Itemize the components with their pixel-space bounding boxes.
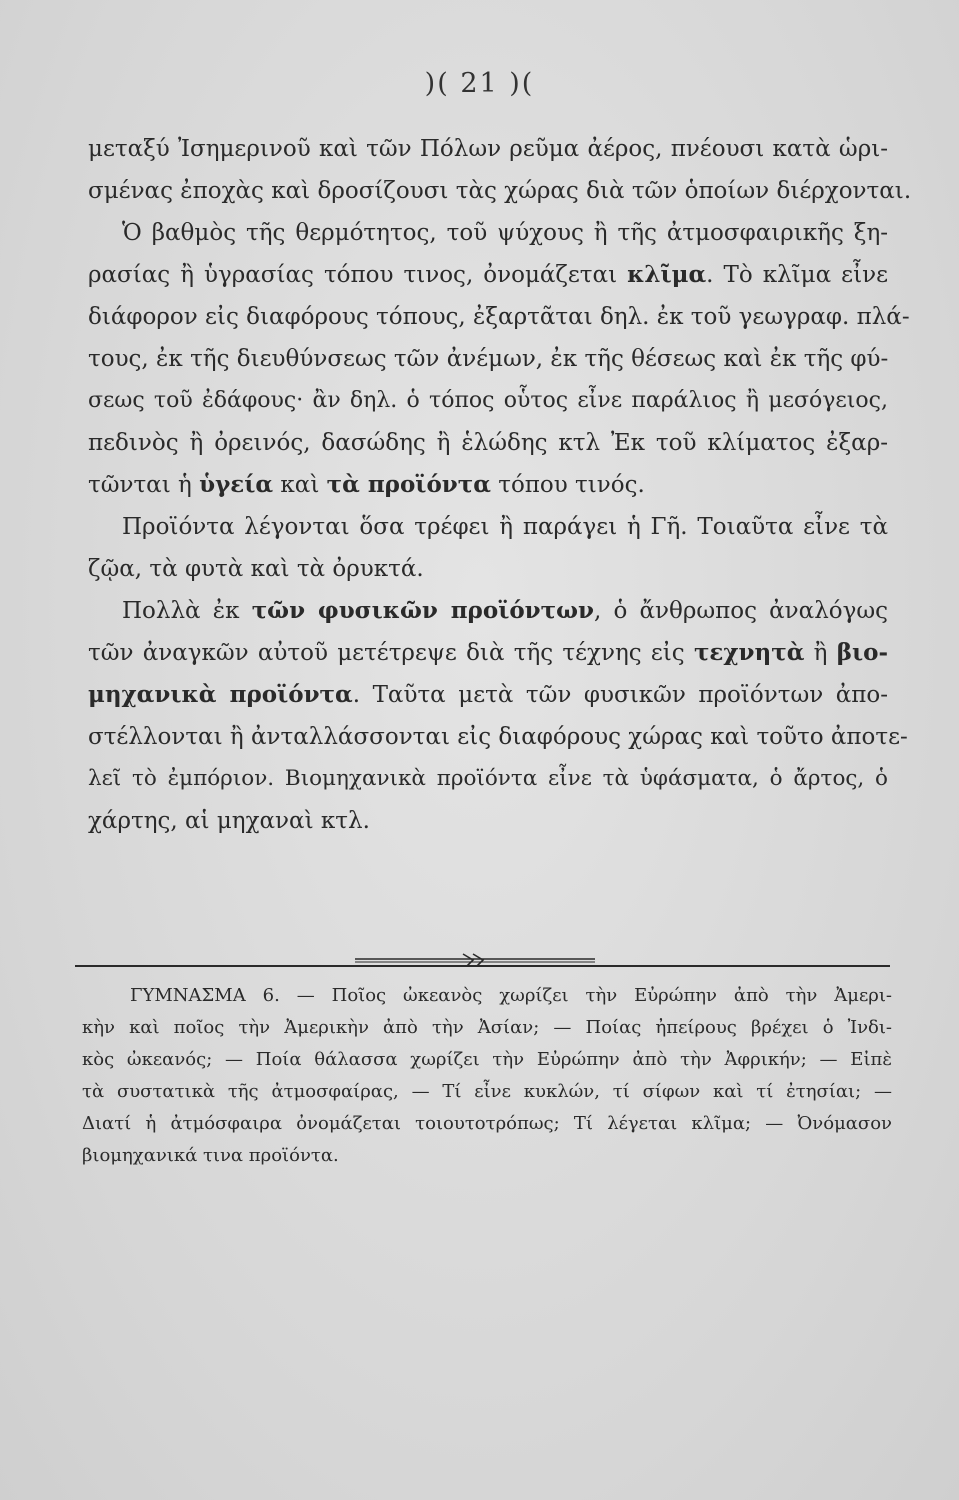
- text-line: [88, 254, 888, 296]
- text-segment: ἢ: [813, 640, 828, 666]
- main-text: [88, 128, 912, 842]
- text-line: σμένας ἐποχὰς καὶ δροσίζουσι τὰς χώρας διὰ τῶν ὁποίων διέρχονται.: [88, 178, 912, 204]
- text-line: πεδινὸς ἢ ὀρεινός, δασώδης ἢ ἑλώδης κτλ Ἐκ τοῦ κλίματος ἐξαρ-: [88, 430, 888, 456]
- term-klima: κλῖμα: [627, 261, 707, 288]
- text-line: [88, 590, 888, 632]
- text-line: λεῖ τὸ ἐμπόριον. Βιομηχανικὰ προϊόντα εἶνε τὰ ὑφάσματα, ὁ ἄρτος, ὁ: [88, 766, 888, 791]
- text-line: ζῷα, τὰ φυτὰ καὶ τὰ ὀρυκτά.: [88, 556, 424, 582]
- text-segment: τῶνται ἡ: [88, 472, 192, 498]
- text-line: χάρτης, αἱ μηχαναὶ κτλ.: [88, 808, 370, 834]
- exercise-text: [82, 980, 892, 1172]
- exercise-line: τὰ συστατικὰ τῆς ἀτμοσφαίρας, — Τί εἶνε κυκλών, τί σίφων καὶ τί ἐτησίαι; —: [82, 1081, 892, 1102]
- text-line: [88, 464, 888, 506]
- text-segment: Πολλὰ ἐκ: [122, 598, 240, 624]
- text-line: [88, 674, 888, 716]
- text-line: μεταξύ Ἰσημερινοῦ καὶ τῶν Πόλων ρεῦμα ἀέρος, πνέουσι κατὰ ὡρι-: [88, 136, 888, 162]
- text-line: Ὁ βαθμὸς τῆς θερμότητος, τοῦ ψύχους ἢ τῆς ἀτμοσφαιρικῆς ξη-: [122, 220, 888, 246]
- term-proionta: τὰ προϊόντα: [326, 471, 491, 498]
- text-line: στέλλονται ἢ ἀνταλλάσσονται εἰς διαφόρους χώρας καὶ τοῦτο ἀποτε-: [88, 724, 908, 750]
- text-segment: τόπου τινός.: [498, 472, 645, 498]
- text-line: σεως τοῦ ἐδάφους· ἂν δηλ. ὁ τόπος οὗτος εἶνε παράλιος ἢ μεσόγειος,: [88, 388, 888, 413]
- text-segment: τῶν ἀναγκῶν αὐτοῦ μετέτρεψε διὰ τῆς τέχνης εἰς: [88, 640, 685, 666]
- term-biomichanika: μηχανικὰ προϊόντα: [88, 681, 353, 708]
- text-segment: ρασίας ἢ ὑγρασίας τόπου τινος, ὀνομάζεται: [88, 262, 618, 288]
- text-line: [88, 632, 888, 674]
- text-line: διάφορον εἰς διαφόρους τόπους, ἐξαρτᾶται δηλ. ἐκ τοῦ γεωγραφ. πλά-: [88, 304, 910, 330]
- term-ygeia: ὑγεία: [199, 471, 274, 498]
- text-line: Προϊόντα λέγονται ὅσα τρέφει ἢ παράγει ἡ Γῆ. Τοιαῦτα εἶνε τὰ: [122, 514, 888, 540]
- term-bio: βιο-: [836, 639, 889, 666]
- exercise-line: κὴν καὶ ποῖος τὴν Ἀμερικὴν ἀπὸ τὴν Ἀσίαν; — Ποίας ἠπείρους βρέχει ὁ Ἰνδι-: [82, 1017, 892, 1038]
- text-segment: , ὁ ἄνθρωπος ἀναλόγως: [593, 598, 888, 624]
- text-segment: . Τὸ κλῖμα εἶνε: [706, 262, 889, 288]
- text-segment: . Ταῦτα μετὰ τῶν φυσικῶν προϊόντων ἀπο-: [352, 682, 888, 708]
- exercise-rule: [75, 965, 890, 967]
- exercise-line: Διατί ἡ ἀτμόσφαιρα ὀνομάζεται τοιουτοτρόπως; Τί λέγεται κλῖμα; — Ὀνόμασον: [82, 1113, 892, 1134]
- text-segment: καὶ: [280, 472, 320, 498]
- exercise-line: ΓΥΜΝΑΣΜΑ 6. — Ποῖος ὠκεανὸς χωρίζει τὴν Εὐρώπην ἀπὸ τὴν Ἀμερι-: [130, 985, 892, 1006]
- ornamental-divider: [355, 950, 595, 970]
- exercise-line: βιομηχανικά τινα προϊόντα.: [82, 1145, 339, 1166]
- term-physika-proionta: τῶν φυσικῶν προϊόντων: [251, 597, 594, 624]
- term-technita: τεχνητὰ: [693, 639, 805, 666]
- exercise-line: κὸς ὠκεανός; — Ποία θάλασσα χωρίζει τὴν Εὐρώπην ἀπὸ τὴν Ἀφρικήν; — Εἰπὲ: [82, 1049, 892, 1070]
- text-line: τους, ἐκ τῆς διευθύνσεως τῶν ἀνέμων, ἐκ τῆς θέσεως καὶ ἐκ τῆς φύ-: [88, 346, 889, 372]
- page-number: )( 21 )(: [424, 68, 535, 99]
